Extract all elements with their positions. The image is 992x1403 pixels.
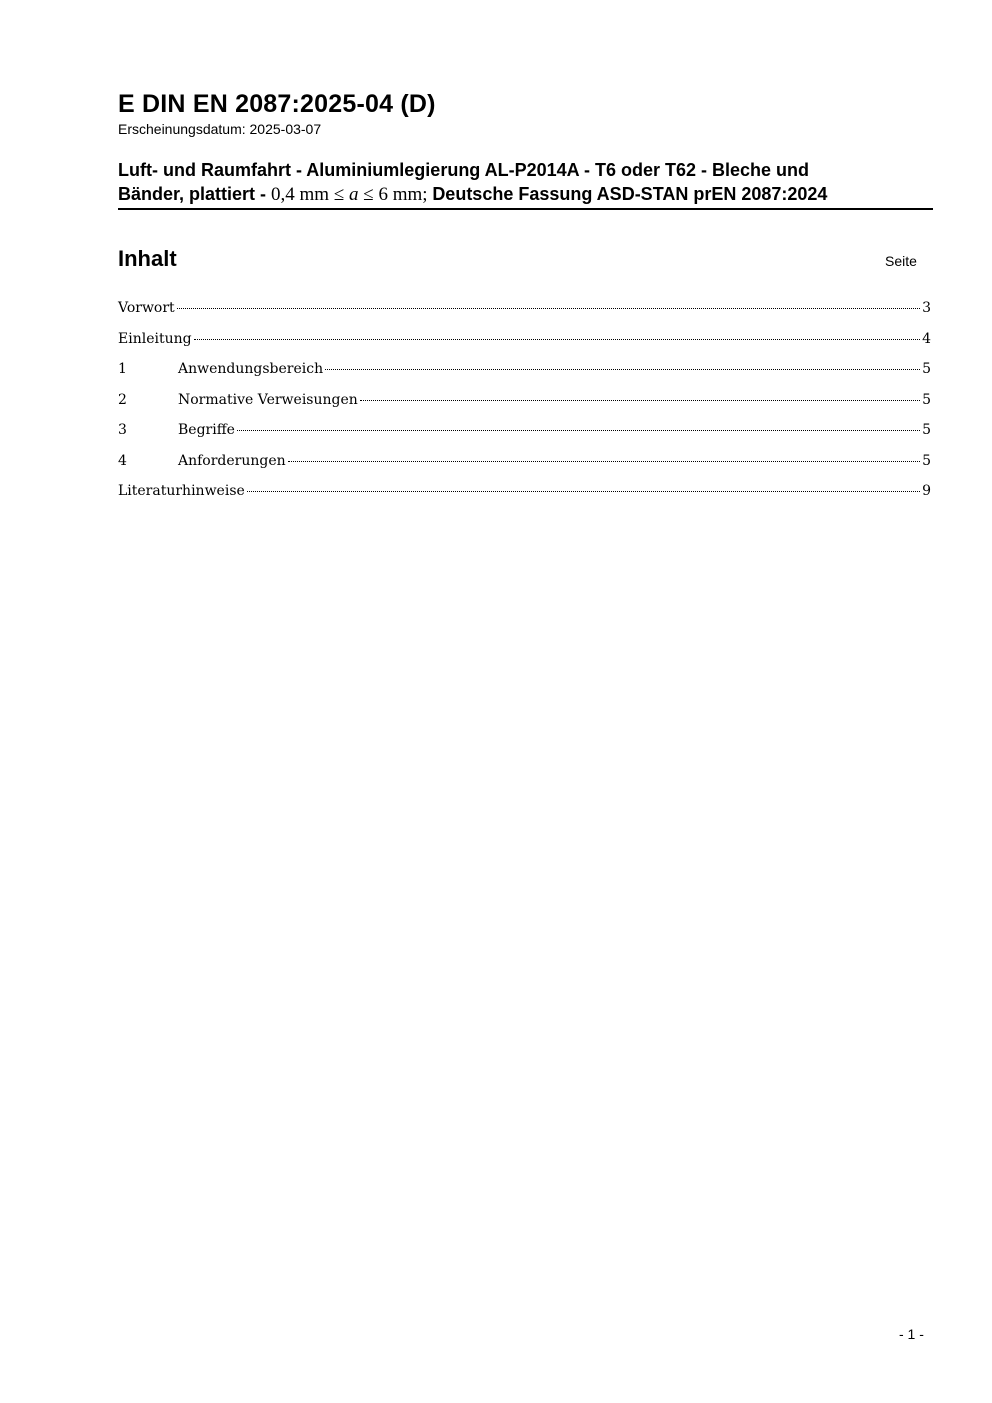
toc-entry-page[interactable]: 5 [922,361,931,377]
toc-entry-title[interactable]: Vorwort [118,300,175,316]
toc-entry-page[interactable]: 9 [922,483,931,499]
toc-entry-page[interactable]: 4 [922,330,931,347]
toc-entry-title[interactable]: Literaturhinweise [118,483,245,499]
title-line-2-suffix: Deutsche Fassung ASD-STAN prEN 2087:2024 [432,184,828,204]
formula-variable: a [349,184,359,205]
toc-dot-leader [247,491,920,492]
toc-entry-anforderungen[interactable] [118,453,931,484]
formula-right: ≤ 6 mm [358,184,423,205]
toc-entry-page[interactable]: 5 [922,452,931,469]
publication-date: Erscheinungsdatum: 2025-03-07 [118,121,322,137]
toc-entry-number: 1 [118,361,127,377]
toc-entry-number: 3 [118,422,127,438]
toc-entry-title[interactable]: Begriffe [178,422,235,438]
page-number: - 1 - [899,1326,924,1342]
formula-separator: ; [422,184,433,205]
toc-entry-einleitung[interactable] [118,331,931,362]
toc-dot-leader [325,369,920,370]
toc-entry-vorwort[interactable] [118,300,931,331]
toc-page-column-label: Seite [885,253,917,269]
toc-dot-leader [177,308,920,309]
toc-dot-leader [288,461,920,462]
toc-entry-title[interactable]: Einleitung [118,330,192,347]
document-identifier: E DIN EN 2087:2025-04 (D) [118,90,436,118]
toc-entry-title[interactable]: Anwendungsbereich [178,361,324,377]
toc-entry-page[interactable]: 5 [922,391,931,408]
toc-dot-leader [237,430,920,431]
toc-entry-begriffe[interactable] [118,422,931,453]
table-of-contents [118,300,931,514]
document-title [118,158,933,210]
toc-dot-leader [194,339,921,340]
toc-dot-leader [360,400,920,401]
toc-entry-title[interactable]: Anforderungen [178,452,286,469]
toc-heading: Inhalt [118,246,177,271]
title-line-2-prefix: Bänder, plattiert - [118,184,272,204]
toc-entry-number: 4 [118,452,127,469]
toc-entry-literaturhinweise[interactable] [118,483,931,514]
title-line-1: Luft- und Raumfahrt - Aluminiumlegierung AL-P2014A - T6 oder T62 - Bleche und [118,160,810,180]
toc-entry-title[interactable]: Normative Verweisungen [178,391,358,408]
formula-left: 0,4 mm ≤ [271,184,350,205]
title-line-2 [118,182,933,207]
toc-entry-number: 2 [118,391,127,408]
toc-entry-page[interactable]: 3 [922,300,931,316]
toc-entry-normative-verweisungen[interactable] [118,392,931,423]
toc-entry-page[interactable]: 5 [922,422,931,438]
thickness-range-formula [271,184,432,205]
toc-entry-anwendungsbereich[interactable] [118,361,931,392]
